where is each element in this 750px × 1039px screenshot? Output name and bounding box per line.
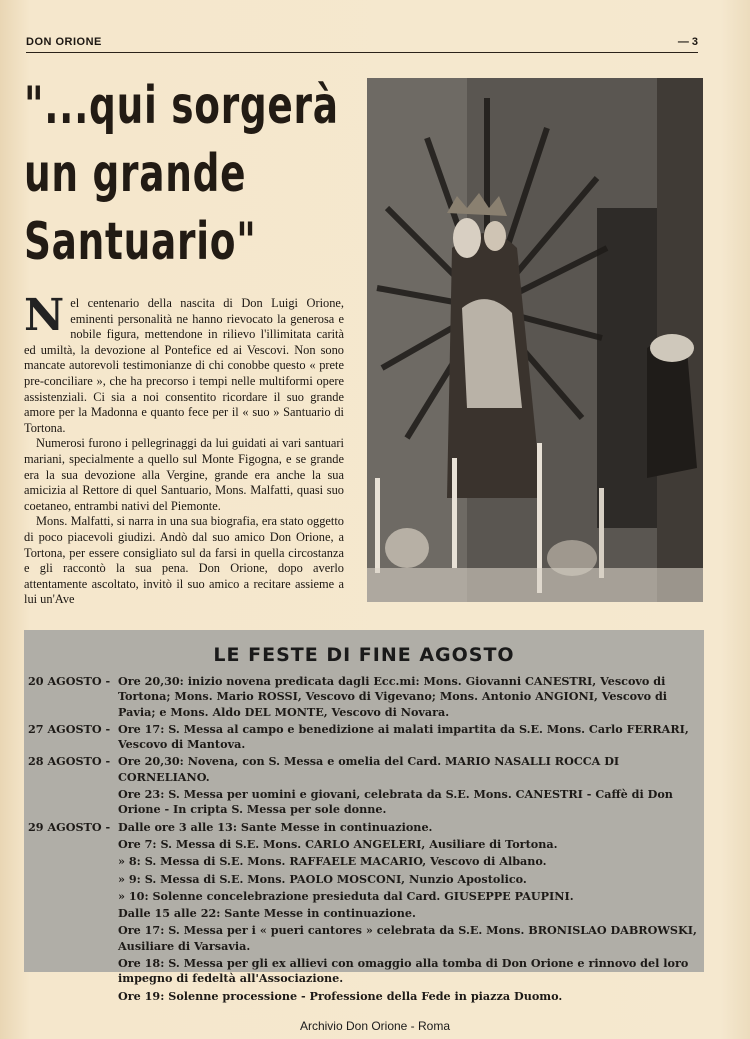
schedule-text: Dalle ore 3 alle 13: Sante Messe in continuazione. <box>118 819 433 834</box>
schedule-row <box>28 674 698 720</box>
schedule-text: Dalle 15 alle 22: Sante Messe in continuazione. <box>118 906 416 921</box>
schedule-text: Ore 17: S. Messa al campo e benedizione ai malati impartita da S.E. Mons. Carlo FERRARI, Vescovo di Mantova. <box>118 721 689 752</box>
schedule-row <box>28 889 698 904</box>
schedule-row <box>28 837 698 852</box>
schedule-list <box>28 674 698 1006</box>
archive-footer: Archivio Don Orione - Roma <box>299 1019 451 1033</box>
schedule-text: Ore 20,30: inizio novena predicata dagli Ecc.mi: Mons. Giovanni CANESTRI, Vescovo di Tortona; Mons. Mario ROSSI, Vescovo di Vigevano; Mons. Antonio ANGIONI, Vescovo di Pavia; e Mons. Aldo DEL MONTE, Vescovo di Novara. <box>118 674 668 719</box>
schedule-text: Ore 20,30: Novena, con S. Messa e omelia del Card. MARIO NASALLI ROCCA DI CORNELIANO. <box>118 754 620 784</box>
article-paragraph: Numerosi furono i pellegrinaggi da lui guidati ai vari santuari mariani, specialmente a quello sul Monte Figogna, e se grande era la sua devozione alla Vergine, grande era anche la sua amicizia al Rettore di quel Santuario, Mons. Malfatti, quasi suo coetaneo, entrambi nativi del Piemonte. <box>24 436 344 513</box>
schedule-text: » 10: Solenne concelebrazione presieduta dal Card. GIUSEPPE PAUPINI. <box>118 888 574 903</box>
schedule-date <box>28 872 118 887</box>
madonna-statue-photo <box>367 78 703 602</box>
schedule-row <box>28 872 698 887</box>
schedule-row <box>28 906 698 921</box>
schedule-row <box>28 754 698 785</box>
schedule-date <box>28 956 118 987</box>
headline-line-2: un grande <box>24 144 247 204</box>
schedule-date <box>28 854 118 869</box>
page-number: — 3 <box>677 36 698 48</box>
schedule-row <box>28 989 698 1004</box>
schedule-date <box>28 889 118 904</box>
schedule-date: 20 AGOSTO - <box>28 674 111 688</box>
drop-cap: N <box>24 290 65 341</box>
schedule-date <box>28 989 118 1004</box>
headline-line-3: Santuario" <box>24 212 257 272</box>
schedule-date <box>28 923 118 954</box>
magazine-name: DON ORIONE <box>26 36 102 48</box>
schedule-date: 29 AGOSTO - <box>28 819 111 834</box>
article-body <box>24 290 344 608</box>
headline <box>24 72 339 276</box>
article-paragraph: Nel centenario della nascita di Don Luigi Orione, eminenti personalità ne hanno rievocato la generosa e nobile figura, mettendone in rilievo l'illimitata carità ed umiltà, la devozione al Pontefice ed ai Vescovi. Non sono mancate autorevoli testimonianze di chi conobbe questo « prete pre-conciliare », che ha precorso i tempi nelle multiformi opere assistenziali. Ci sia a noi consentito ricordare il suo grande amore per la Madonna e quanto fece per il « suo » Santuario di Tortona. <box>24 290 344 435</box>
schedule-row <box>28 923 698 954</box>
schedule-date: 28 AGOSTO - <box>28 754 111 769</box>
article-paragraph: Mons. Malfatti, si narra in una sua biografia, era stato oggetto di poco piacevoli giudizi. Andò dal suo amico Don Orione, a Tortona, per essere consigliato sul da farsi in quella circostanza e gli raccontò la sua pena. Don Orione, dopo averlo attentamente ascoltato, invitò il suo amico a recitare assieme a lui un'Ave <box>24 514 344 607</box>
schedule-text: Ore 17: S. Messa per i « pueri cantores » celebrata da S.E. Mons. BRONISLAO DABROWSKI, Ausiliare di Varsavia. <box>118 923 697 953</box>
schedule-text: » 8: S. Messa di S.E. Mons. RAFFAELE MACARIO, Vescovo di Albano. <box>118 854 547 869</box>
schedule-date <box>28 787 118 818</box>
schedule-title: LE FESTE DI FINE AGOSTO <box>213 644 515 666</box>
schedule-text: » 9: S. Messa di S.E. Mons. PAOLO MOSCONI, Nunzio Apostolico. <box>118 871 527 886</box>
schedule-date: 27 AGOSTO - <box>28 721 111 736</box>
schedule-row <box>28 854 698 869</box>
schedule-text: Ore 18: S. Messa per gli ex allievi con omaggio alla tomba di Don Orione e rinnovo del loro impegno di fedeltà all'Associazione. <box>118 956 689 986</box>
schedule-text: Ore 23: S. Messa per uomini e giovani, celebrata da S.E. Mons. CANESTRI - Caffè di Don Orione - In cripta S. Messa per sole donne. <box>118 787 673 817</box>
schedule-row <box>28 722 698 753</box>
schedule-date <box>28 906 118 921</box>
schedule-row <box>28 956 698 987</box>
schedule-box <box>24 630 704 1003</box>
schedule-row <box>28 820 698 835</box>
headline-line-1: "...qui sorgerà <box>24 76 339 136</box>
page-header <box>26 36 698 53</box>
schedule-text: Ore 19: Solenne processione - Professione della Fede in piazza Duomo. <box>118 988 563 1003</box>
schedule-date <box>28 837 118 852</box>
schedule-text: Ore 7: S. Messa di S.E. Mons. CARLO ANGELERI, Ausiliare di Tortona. <box>118 836 558 851</box>
schedule-row <box>28 787 698 818</box>
